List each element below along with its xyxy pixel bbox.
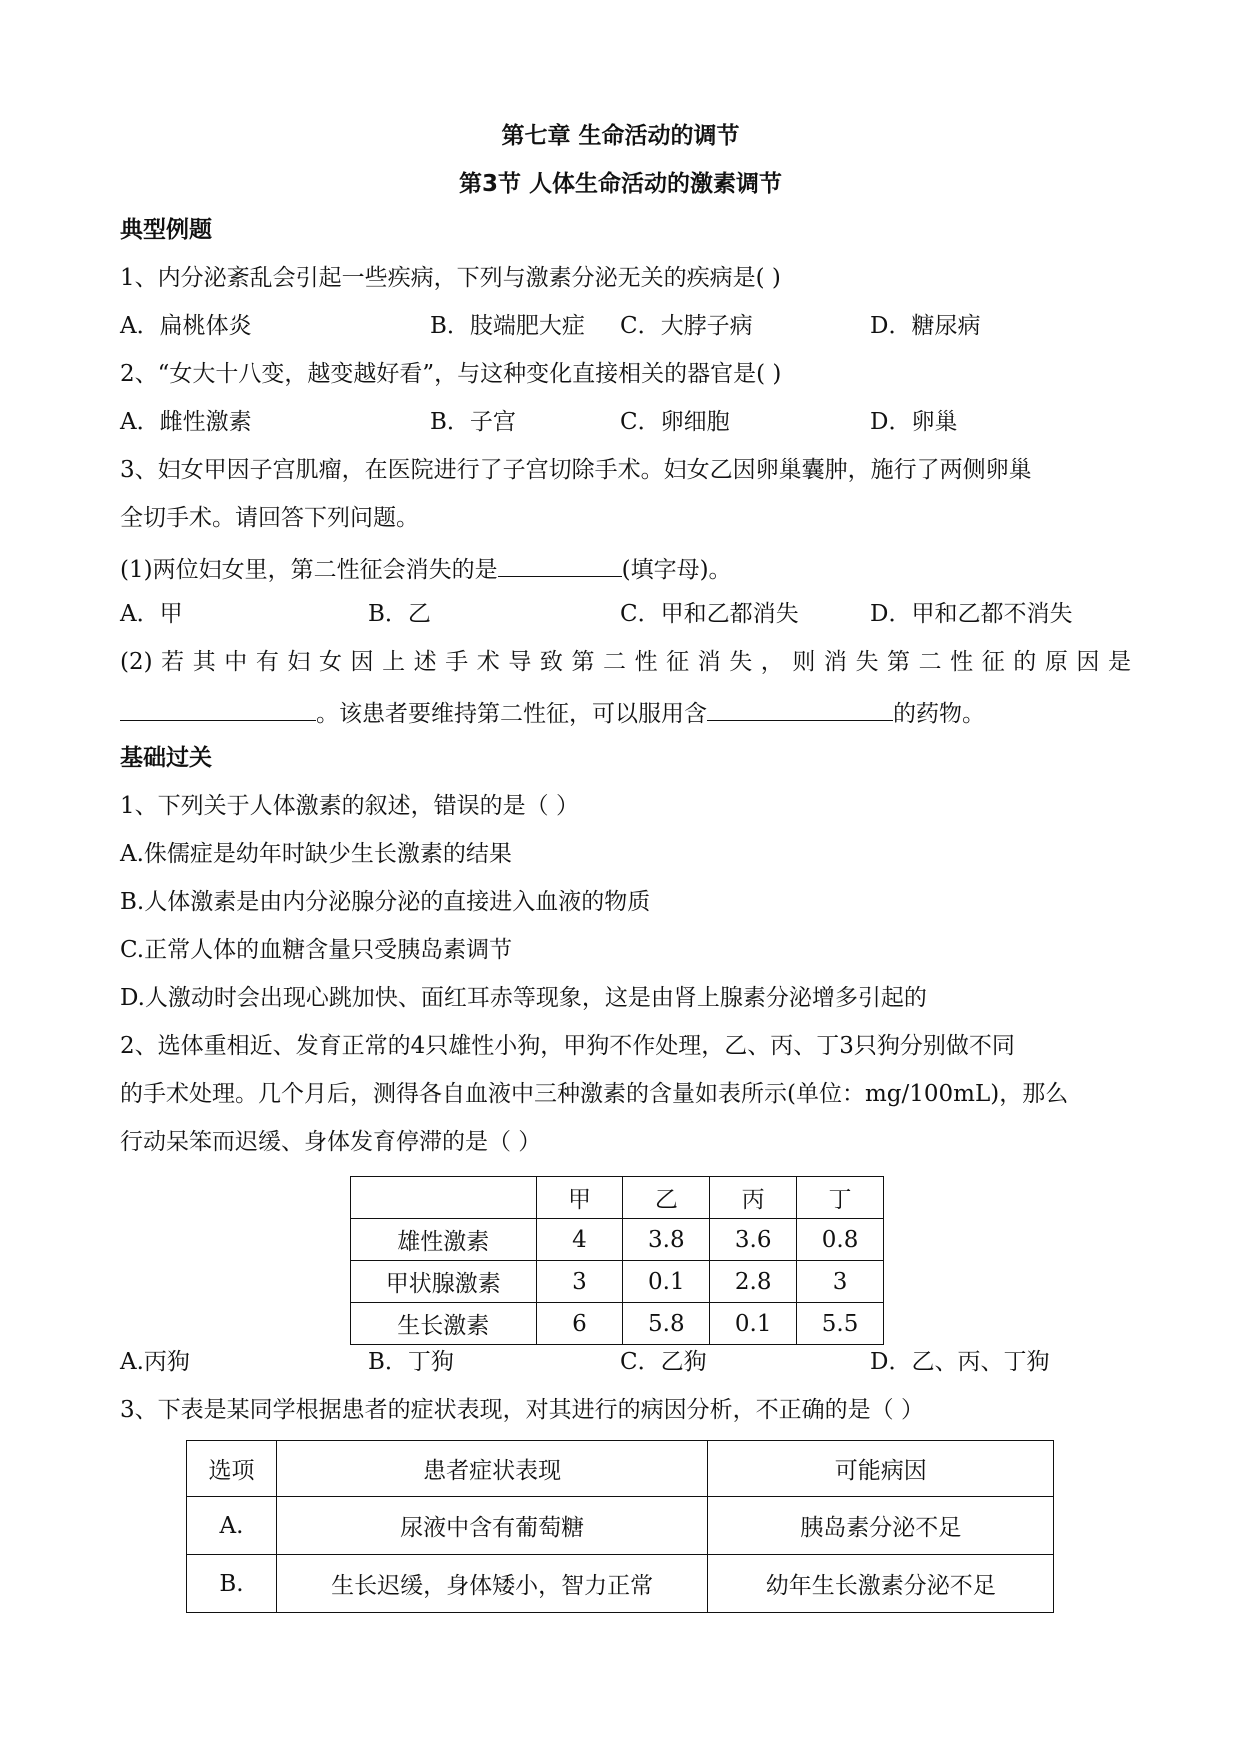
typical-q3-sub1-pre: (1)两位妇女里，第二性征会消失的是 — [120, 557, 498, 583]
basic-q1-option-a: A.侏儒症是幼年时缺少生长激素的结果 — [120, 841, 512, 867]
table-header-cell: 选项 — [187, 1441, 277, 1497]
typical-q3-sub2-post: 的药物。 — [893, 701, 985, 727]
basic-q2-option-d: D．乙、丙、丁狗 — [870, 1349, 1050, 1375]
table-header-row — [351, 1177, 884, 1219]
typical-q1-option-d: D．糖尿病 — [870, 313, 981, 339]
chapter-title: 第七章 生命活动的调节 — [501, 123, 740, 149]
typical-q3-sub1-post: (填字母)。 — [621, 557, 732, 583]
typical-q3-sub1 — [120, 550, 1131, 586]
basic-q3-text: 3、下表是某同学根据患者的症状表现，对其进行的病因分析，不正确的是（ ） — [120, 1397, 924, 1423]
table-cell: 雄性激素 — [351, 1219, 537, 1261]
basic-q1-option-b: B.人体激素是由内分泌腺分泌的直接进入血液的物质 — [120, 889, 651, 915]
table-cell: 生长迟缓，身体矮小，智力正常 — [276, 1555, 708, 1613]
typical-q2-option-b: B．子宫 — [430, 409, 516, 435]
table-cell: B. — [187, 1555, 277, 1613]
basic-q2-line1: 2、选体重相近、发育正常的4只雄性小狗，甲狗不作处理，乙、丙、丁3只狗分别做不同 — [120, 1033, 1015, 1059]
table-row — [351, 1219, 884, 1261]
table-cell: 0.1 — [623, 1261, 710, 1303]
basic-q2-option-b: B．丁狗 — [368, 1349, 454, 1375]
typical-q3-line2: 全切手术。请回答下列问题。 — [120, 505, 419, 531]
table-cell: 2.8 — [710, 1261, 797, 1303]
table-cell: 3.8 — [623, 1219, 710, 1261]
table-cell: 3 — [797, 1261, 884, 1303]
table-header-cell — [351, 1177, 537, 1219]
basic-heading: 基础过关 — [120, 745, 212, 771]
table-cell: 3.6 — [710, 1219, 797, 1261]
basic-q2-line2: 的手术处理。几个月后，测得各自血液中三种激素的含量如表所示(单位：mg/100mL)，那么 — [120, 1081, 1069, 1107]
table-header-cell: 患者症状表现 — [276, 1441, 708, 1497]
typical-q3-sub2-mid: 。该患者要维持第二性征，可以服用含 — [316, 701, 707, 727]
answer-blank[interactable] — [707, 694, 893, 721]
typical-q3-sub2-line2 — [120, 694, 1131, 730]
typical-q3-sub1-option-a: A．甲 — [120, 601, 183, 627]
typical-q2-text: 2、“女大十八变，越变越好看”，与这种变化直接相关的器官是( ) — [120, 361, 782, 387]
diagnosis-table — [186, 1440, 1054, 1613]
typical-q3-sub2-line1: (2)若其中有妇女因上述手术导致第二性征消失，则消失第二性征的原因是 — [120, 649, 1131, 675]
typical-q1-option-b: B．肢端肥大症 — [430, 313, 585, 339]
typical-q3-sub1-option-c: C．甲和乙都消失 — [620, 601, 799, 627]
table-header-cell: 丁 — [797, 1177, 884, 1219]
table-row — [187, 1555, 1054, 1613]
table-row — [351, 1261, 884, 1303]
table-cell: 尿液中含有葡萄糖 — [276, 1497, 708, 1555]
typical-q1-text: 1、内分泌紊乱会引起一些疾病，下列与激素分泌无关的疾病是( ) — [120, 265, 781, 291]
table-cell: 3 — [536, 1261, 623, 1303]
table-cell: 0.1 — [710, 1303, 797, 1345]
table-cell: 幼年生长激素分泌不足 — [708, 1555, 1054, 1613]
table-header-cell: 甲 — [536, 1177, 623, 1219]
answer-blank[interactable] — [498, 550, 622, 577]
table-cell: 5.5 — [797, 1303, 884, 1345]
basic-q2-line3: 行动呆笨而迟缓、身体发育停滞的是（ ） — [120, 1129, 542, 1155]
table-cell: 生长激素 — [351, 1303, 537, 1345]
basic-q1-option-d: D.人激动时会出现心跳加快、面红耳赤等现象，这是由肾上腺素分泌增多引起的 — [120, 985, 927, 1011]
hormone-table — [350, 1176, 884, 1345]
table-cell: 胰岛素分泌不足 — [708, 1497, 1054, 1555]
table-row — [187, 1497, 1054, 1555]
table-row — [351, 1303, 884, 1345]
table-cell: 0.8 — [797, 1219, 884, 1261]
typical-q3-sub1-option-b: B．乙 — [368, 601, 431, 627]
typical-heading: 典型例题 — [120, 217, 212, 243]
table-header-row — [187, 1441, 1054, 1497]
table-cell: 4 — [536, 1219, 623, 1261]
table-cell: 6 — [536, 1303, 623, 1345]
typical-q1-option-a: A．扁桃体炎 — [120, 313, 252, 339]
table-cell: A. — [187, 1497, 277, 1555]
table-header-cell: 乙 — [623, 1177, 710, 1219]
basic-q1-option-c: C.正常人体的血糖含量只受胰岛素调节 — [120, 937, 513, 963]
basic-q2-option-c: C．乙狗 — [620, 1349, 707, 1375]
typical-q3-sub1-option-d: D．甲和乙都不消失 — [870, 601, 1073, 627]
section-title: 第3节 人体生命活动的激素调节 — [458, 171, 782, 197]
table-header-cell: 可能病因 — [708, 1441, 1054, 1497]
answer-blank[interactable] — [120, 694, 316, 721]
table-header-cell: 丙 — [710, 1177, 797, 1219]
typical-q2-option-d: D．卵巢 — [870, 409, 958, 435]
basic-q1-text: 1、下列关于人体激素的叙述，错误的是（ ） — [120, 793, 579, 819]
typical-q2-option-a: A．雌性激素 — [120, 409, 252, 435]
typical-q2-option-c: C．卵细胞 — [620, 409, 730, 435]
table-cell: 5.8 — [623, 1303, 710, 1345]
typical-q3-line1: 3、妇女甲因子宫肌瘤，在医院进行了子宫切除手术。妇女乙因卵巢囊肿，施行了两侧卵巢 — [120, 457, 1032, 483]
basic-q2-option-a: A.丙狗 — [120, 1349, 190, 1375]
table-cell: 甲状腺激素 — [351, 1261, 537, 1303]
typical-q1-option-c: C．大脖子病 — [620, 313, 753, 339]
